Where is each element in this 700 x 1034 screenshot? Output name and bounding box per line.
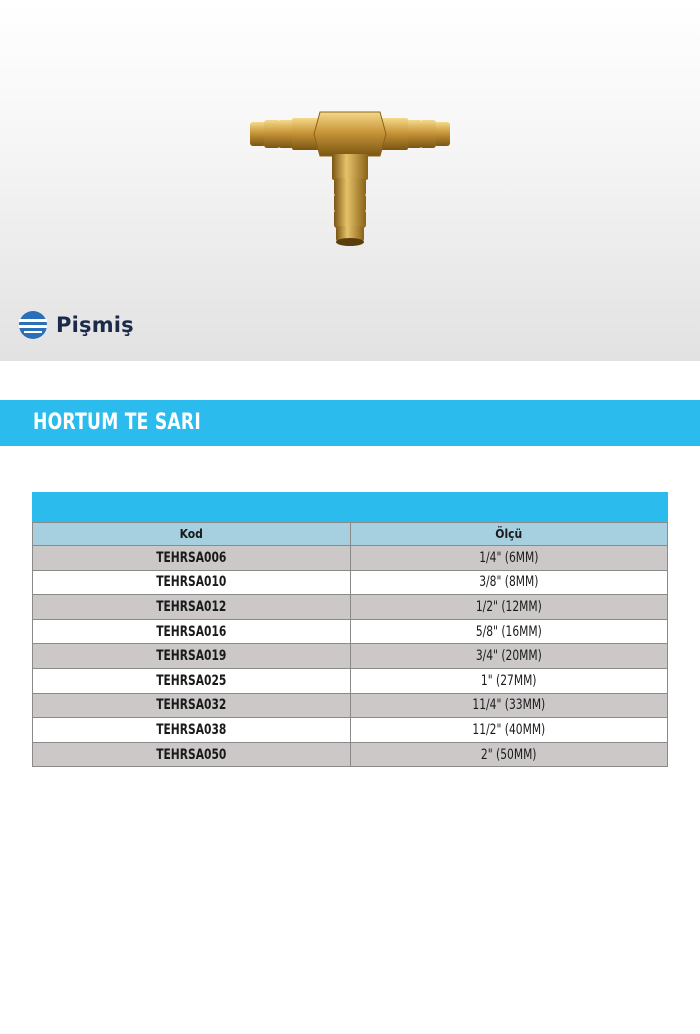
table-row <box>33 742 668 767</box>
brass-hose-tee-icon <box>240 100 460 255</box>
size-cell: 1/2" (12MM) <box>350 595 668 620</box>
size-table <box>32 522 668 767</box>
hero-section <box>0 0 700 361</box>
size-cell: 3/4" (20MM) <box>350 644 668 669</box>
size-cell: 11/4" (33MM) <box>350 693 668 718</box>
table-header-row <box>33 523 668 546</box>
size-cell: 3/8" (8MM) <box>350 570 668 595</box>
code-cell: TEHRSA025 <box>33 668 351 693</box>
code-cell: TEHRSA032 <box>33 693 351 718</box>
table-row <box>33 546 668 571</box>
code-cell: TEHRSA019 <box>33 644 351 669</box>
table-row <box>33 570 668 595</box>
title-band <box>0 400 700 446</box>
code-cell: TEHRSA038 <box>33 718 351 743</box>
table-row <box>33 718 668 743</box>
brand <box>18 310 134 340</box>
code-cell: TEHRSA010 <box>33 570 351 595</box>
table-header-bar <box>32 492 668 522</box>
table-row <box>33 668 668 693</box>
code-cell: TEHRSA012 <box>33 595 351 620</box>
column-header-size: Ölçü <box>350 523 668 546</box>
table-row <box>33 693 668 718</box>
code-cell: TEHRSA016 <box>33 619 351 644</box>
size-cell: 5/8" (16MM) <box>350 619 668 644</box>
table-row <box>33 595 668 620</box>
size-cell: 1/4" (6MM) <box>350 546 668 571</box>
code-cell: TEHRSA006 <box>33 546 351 571</box>
page-title: HORTUM TE SARI <box>33 410 202 435</box>
size-cell: 1" (27MM) <box>350 668 668 693</box>
table-row <box>33 644 668 669</box>
column-header-code: Kod <box>33 523 351 546</box>
table-row <box>33 619 668 644</box>
code-cell: TEHRSA050 <box>33 742 351 767</box>
brand-name: Pişmiş <box>56 313 134 337</box>
product-table <box>32 492 668 767</box>
pismis-logo-icon <box>18 310 48 340</box>
size-cell: 11/2" (40MM) <box>350 718 668 743</box>
size-cell: 2" (50MM) <box>350 742 668 767</box>
